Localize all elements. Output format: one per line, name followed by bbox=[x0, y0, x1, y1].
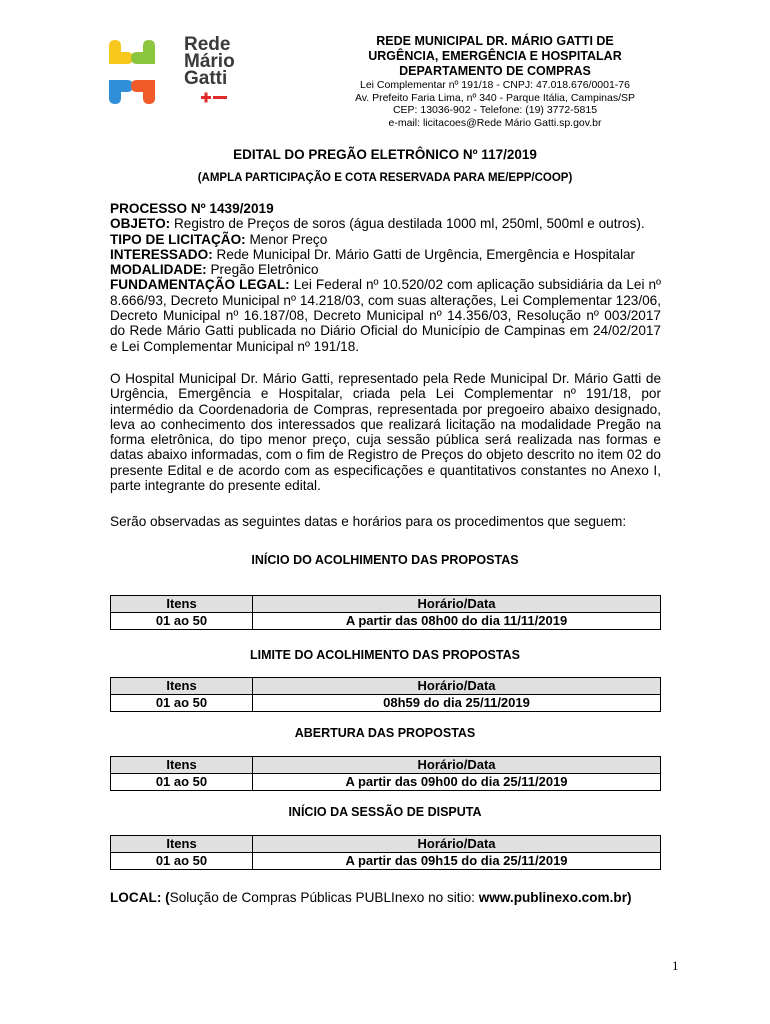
local-text: Solução de Compras Públicas PUBLInexo no sitio: bbox=[169, 890, 479, 905]
header-line-4: Lei Complementar nº 191/18 - CNPJ: 47.018.676/0001-76 bbox=[359, 79, 630, 91]
field-fundamentacao bbox=[110, 277, 661, 353]
header-line-7: e-mail: licitacoes@Rede Mário Gatti.sp.gov.br bbox=[388, 116, 602, 129]
logo-blue-quadrant bbox=[109, 80, 133, 104]
objeto-label: OBJETO: bbox=[110, 216, 171, 232]
field-objeto bbox=[110, 216, 661, 231]
col-itens: Itens bbox=[111, 836, 253, 853]
col-horario: Horário/Data bbox=[253, 596, 661, 613]
items-range: 01 ao 50 bbox=[111, 695, 253, 712]
document-title: EDITAL DO PREGÃO ELETRÔNICO Nº 117/2019 bbox=[233, 147, 537, 162]
schedule-table-1 bbox=[110, 595, 661, 630]
schedule-time: A partir das 08h00 do dia 11/11/2019 bbox=[253, 613, 661, 630]
logo-wordmark bbox=[184, 36, 235, 87]
header-line-2: URGÊNCIA, EMERGÊNCIA E HOSPITALAR bbox=[368, 49, 622, 63]
logo-word-1: Rede bbox=[184, 34, 231, 55]
local-line bbox=[110, 890, 632, 905]
schedule-heading-3: ABERTURA DAS PROPOSTAS bbox=[294, 726, 476, 740]
local-site-link[interactable]: www.publinexo.com.br) bbox=[478, 890, 632, 905]
schedule-table-3 bbox=[110, 756, 661, 791]
fundamentacao-value: Lei Federal nº 10.520/02 com aplicação subsidiária da Lei nº 8.666/93, Decreto Municipal nº 14.218/03, com suas alterações, Lei Complementar 123/06, Decreto Municipal nº 16.187/08, Decreto Municipal nº 14.356/03, Resolução nº 003/2017 do Rede Mário Gatti publicada no Diário Oficial do Município de Campinas em 24/02/2017 e Lei Complementar Municipal nº 191/18. bbox=[110, 277, 662, 354]
modalidade-value: Pregão Eletrônico bbox=[206, 262, 319, 278]
schedule-table-4 bbox=[110, 835, 661, 870]
schedule-heading-1: INÍCIO DO ACOLHIMENTO DAS PROPOSTAS bbox=[251, 553, 519, 567]
items-range: 01 ao 50 bbox=[111, 613, 253, 630]
process-details bbox=[110, 201, 661, 354]
logo-word-3: Gatti bbox=[184, 68, 228, 89]
logo-green-quadrant bbox=[131, 40, 155, 64]
schedule-heading-4: INÍCIO DA SESSÃO DE DISPUTA bbox=[288, 805, 482, 819]
objeto-value: Registro de Preços de soros (água destilada 1000 ml, 250ml, 500ml e outros). bbox=[170, 216, 645, 232]
header-line-3: DEPARTAMENTO DE COMPRAS bbox=[399, 64, 591, 78]
logo-orange-quadrant bbox=[131, 80, 155, 104]
field-modalidade bbox=[110, 262, 661, 277]
tipo-value: Menor Preço bbox=[245, 231, 328, 247]
intro-paragraph: O Hospital Municipal Dr. Mário Gatti, representado pela Rede Municipal Dr. Mário Gatti de Urgência, Emergência e Hospitalar, criada pela Lei Complementar nº 191/18, por intermédio da Coordenadoria de Compras, representada por pregoeiro abaixo designado, leva ao conhecimento dos interessados que realizará licitação na modalidade Pregão na forma eletrônica, do tipo menor preço, cuja sessão pública será realizada nas formas e datas abaixo informadas, com o fim de Registro de Preços do objeto descrito no item 02 do presente Edital e de acordo com as especificações e quantitativos constantes no Anexo I, parte integrante do presente edital. bbox=[110, 371, 661, 494]
interessado-label: INTERESSADO: bbox=[110, 246, 213, 262]
schedule-heading-2: LIMITE DO ACOLHIMENTO DAS PROPOSTAS bbox=[250, 648, 520, 662]
field-tipo bbox=[110, 232, 661, 247]
interessado-value: Rede Municipal Dr. Mário Gatti de Urgência, Emergência e Hospitalar bbox=[212, 246, 636, 262]
page-number: 1 bbox=[672, 958, 679, 973]
red-cross-emblem bbox=[201, 93, 227, 103]
col-itens: Itens bbox=[111, 757, 253, 774]
col-itens: Itens bbox=[111, 678, 253, 695]
items-range: 01 ao 50 bbox=[111, 774, 253, 791]
col-horario: Horário/Data bbox=[253, 678, 661, 695]
col-itens: Itens bbox=[111, 596, 253, 613]
schedule-time: A partir das 09h15 do dia 25/11/2019 bbox=[253, 853, 661, 870]
items-range: 01 ao 50 bbox=[111, 853, 253, 870]
col-horario: Horário/Data bbox=[253, 757, 661, 774]
modalidade-label: MODALIDADE: bbox=[110, 262, 207, 278]
logo-yellow-quadrant bbox=[109, 40, 133, 64]
schedule-time: A partir das 09h00 do dia 25/11/2019 bbox=[253, 774, 661, 791]
fundamentacao-label: FUNDAMENTAÇÃO LEGAL: bbox=[110, 277, 290, 293]
tipo-label: TIPO DE LICITAÇÃO: bbox=[110, 231, 246, 247]
letterhead bbox=[300, 34, 690, 129]
header-line-5: Av. Prefeito Faria Lima, nº 340 - Parque Itália, Campinas/SP bbox=[354, 91, 636, 104]
logo-word-2: Mário bbox=[184, 51, 235, 72]
header-line-1: REDE MUNICIPAL DR. MÁRIO GATTI DE bbox=[376, 34, 614, 48]
local-label: LOCAL: ( bbox=[110, 890, 170, 905]
process-number: PROCESSO Nº 1439/2019 bbox=[110, 201, 274, 216]
schedule-time: 08h59 do dia 25/11/2019 bbox=[253, 695, 661, 712]
schedule-intro: Serão observadas as seguintes datas e horários para os procedimentos que seguem: bbox=[110, 514, 627, 529]
header-line-6: CEP: 13036-902 - Telefone: (19) 3772-5815 bbox=[392, 104, 598, 116]
schedule-table-2 bbox=[110, 677, 661, 712]
document-subtitle: (AMPLA PARTICIPAÇÃO E COTA RESERVADA PARA ME/EPP/COOP) bbox=[197, 172, 573, 184]
col-horario: Horário/Data bbox=[253, 836, 661, 853]
field-interessado bbox=[110, 247, 661, 262]
